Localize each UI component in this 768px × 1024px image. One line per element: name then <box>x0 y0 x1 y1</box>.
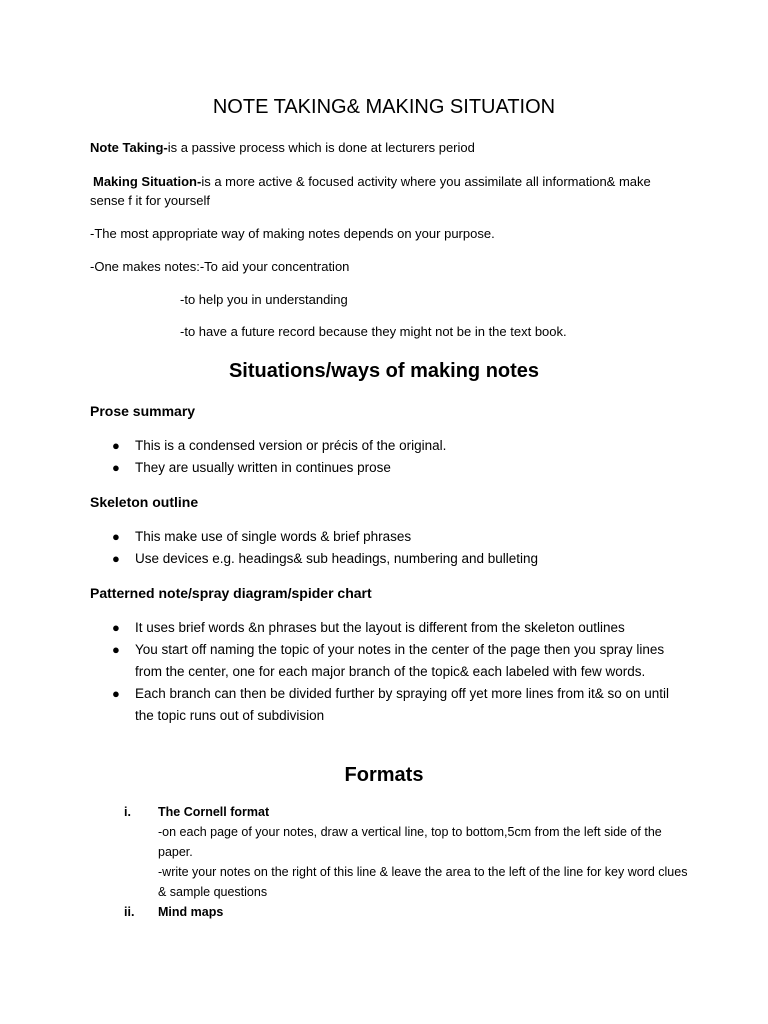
bullet-icon: ● <box>112 620 120 635</box>
making-situation-term: Making Situation- <box>93 174 202 189</box>
making-situation-definition <box>90 172 680 210</box>
list-item: ● It uses brief words &n phrases but the layout is different from the skeleton outlines <box>90 617 670 639</box>
note-taking-text: is a passive process which is done at lecturers period <box>167 140 475 155</box>
prose-summary-list <box>90 435 670 479</box>
reason-understanding: -to help you in understanding <box>180 292 348 307</box>
bullet-icon: ● <box>112 438 120 453</box>
list-item: ● Use devices e.g. headings& sub headings, numbering and bulleting <box>90 548 670 570</box>
prose-summary-heading: Prose summary <box>90 403 196 419</box>
bullet-icon: ● <box>112 642 120 657</box>
list-item: ● You start off naming the topic of your notes in the center of the page then you spray lines from the center, one for each major branch of the topic& each labeled with few words. <box>90 639 670 683</box>
format-line: -write your notes on the right of this line & leave the area to the left of the line for key word clues & sample questions <box>158 865 688 899</box>
format-item-cornell <box>118 802 688 902</box>
list-item: ● This is a condensed version or précis of the original. <box>90 435 670 457</box>
bullet-icon: ● <box>112 686 120 701</box>
bullet-icon: ● <box>112 551 120 566</box>
list-item: ● This make use of single words & brief phrases <box>90 526 670 548</box>
bullet-icon: ● <box>112 460 120 475</box>
bullet-icon: ● <box>112 529 120 544</box>
format-title: Mind maps <box>158 905 224 919</box>
format-title: The Cornell format <box>158 805 270 819</box>
format-item-mind-maps <box>118 902 688 922</box>
document-title: NOTE TAKING& MAKING SITUATION <box>212 96 556 118</box>
patterned-note-heading: Patterned note/spray diagram/spider chart <box>90 585 372 601</box>
skeleton-outline-list <box>90 526 670 570</box>
situations-heading: Situations/ways of making notes <box>228 360 540 382</box>
list-numeral: ii. <box>124 905 135 919</box>
list-item: ● They are usually written in continues prose <box>90 457 670 479</box>
skeleton-outline-heading: Skeleton outline <box>90 494 199 510</box>
format-line: -on each page of your notes, draw a vertical line, top to bottom,5cm from the left side of the paper. <box>158 825 662 859</box>
reasons-line: -One makes notes:-To aid your concentration <box>90 259 350 274</box>
purpose-line: -The most appropriate way of making notes depends on your purpose. <box>90 226 495 241</box>
note-taking-term: Note Taking- <box>90 140 168 155</box>
list-item: ● Each branch can then be divided further by spraying off yet more lines from it& so on until the topic runs out of subdivision <box>90 683 670 727</box>
making-situation-text: is a more active & focused activity where you assimilate all information& make sense f it for yourself <box>90 174 651 208</box>
note-taking-definition <box>90 138 680 157</box>
reason-future-record: -to have a future record because they might not be in the text book. <box>180 324 567 339</box>
formats-list <box>118 802 688 922</box>
formats-heading: Formats <box>344 764 424 786</box>
patterned-note-list <box>90 617 670 727</box>
list-numeral: i. <box>124 805 131 819</box>
